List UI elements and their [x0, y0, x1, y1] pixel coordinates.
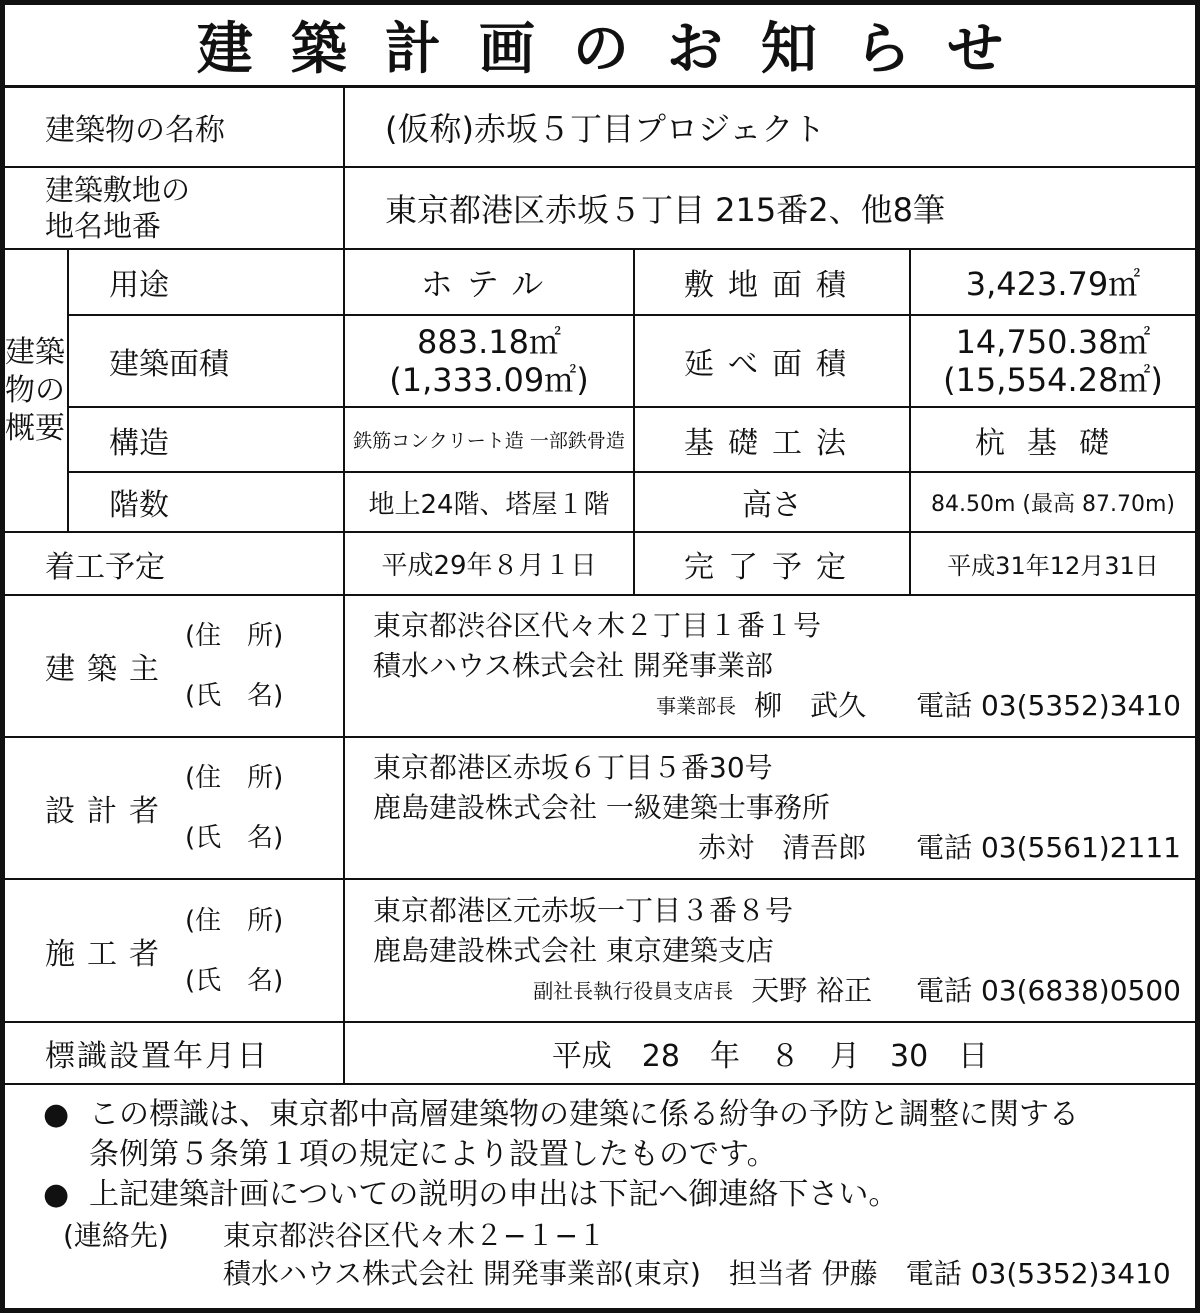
building-name-label-text: 建築物の名称: [45, 113, 225, 148]
total-floor-area-main: 14,750.38㎡: [955, 323, 1151, 361]
owner-person-row: [373, 686, 1181, 726]
site-area-label: 敷地面積: [635, 250, 911, 316]
info-table: [5, 88, 1195, 1085]
site-value: 東京都港区赤坂５丁目 215番2、他8筆: [345, 168, 1195, 250]
end-label: 完了予定: [635, 533, 911, 596]
designer-person: 赤対 清吾郎: [698, 831, 867, 864]
contractor-company: 鹿島建設株式会社 東京建築支店: [373, 933, 774, 967]
site-label: [5, 168, 345, 250]
building-name-label: [5, 88, 345, 168]
owner-person: 柳 武久: [754, 689, 867, 722]
contractor-person: 天野 裕正: [751, 973, 873, 1007]
designer-phone: 電話 03(5561)2111: [916, 831, 1181, 864]
contractor-label-cell: [5, 880, 345, 1023]
contractor-phone: 電話 03(6838)0500: [916, 973, 1181, 1007]
total-floor-area-value: [911, 316, 1195, 408]
designer-name-tag: (氏 名): [185, 823, 284, 853]
foundation-value: 杭基礎: [911, 408, 1195, 473]
contact-line1: [43, 1217, 1175, 1255]
floors-label: [69, 473, 345, 533]
designer-address: 東京都港区赤坂６丁目５番30号: [373, 751, 773, 784]
height-label: 高さ: [635, 473, 911, 533]
overview-side-label: 建築物の概要: [5, 250, 69, 533]
structure-label: [69, 408, 345, 473]
building-area-sub: (1,333.09㎡): [389, 361, 589, 399]
owner-company: 積水ハウス株式会社 開発事業部: [373, 649, 774, 682]
use-label: [69, 250, 345, 316]
structure-label-text: 構造: [109, 425, 169, 461]
designer-addr-tag: (住 所): [185, 763, 284, 793]
structure-value: 鉄筋コンクリート造 一部鉄骨造: [345, 408, 635, 473]
building-name-value: (仮称)赤坂５丁目プロジェクト: [345, 88, 1195, 168]
bullet-icon: ●: [43, 1097, 70, 1132]
height-value: 84.50m (最高 87.70m): [911, 473, 1195, 533]
note-1-line2: 条例第５条第１項の規定により設置したものです。: [89, 1137, 777, 1172]
designer-company: 鹿島建設株式会社 一級建築士事務所: [373, 791, 830, 824]
total-floor-area-sub: (15,554.28㎡): [943, 361, 1163, 399]
designer-label: 設計者: [45, 794, 171, 829]
contact-tag: (連絡先): [63, 1219, 169, 1252]
contractor-name-tag: (氏 名): [185, 965, 284, 996]
use-label-text: 用途: [109, 268, 169, 303]
notice-title: 建築計画のお知らせ: [5, 5, 1195, 88]
designer-detail: [345, 738, 1195, 880]
designer-tags: [185, 748, 283, 868]
owner-address: 東京都渋谷区代々木２丁目１番１号: [373, 609, 822, 642]
contact-block: [43, 1217, 1175, 1293]
note-2-text: 上記建築計画についての説明の申出は下記へ御連絡下さい。: [89, 1177, 899, 1212]
site-label-line2: 地名地番: [45, 209, 162, 243]
site-area-value: 3,423.79㎡: [911, 250, 1195, 316]
owner-label: 建築主: [45, 652, 171, 687]
note-1: [43, 1095, 1175, 1135]
total-floor-area-label: 延べ面積: [635, 316, 911, 408]
contact-address: 東京都渋谷区代々木２−１−１: [223, 1219, 606, 1252]
floors-value: 地上24階、塔屋１階: [345, 473, 635, 533]
building-area-label: [69, 316, 345, 408]
start-label-text: 着工予定: [45, 549, 165, 585]
owner-name-tag: (氏 名): [185, 681, 284, 711]
designer-person-row: [373, 828, 1181, 868]
site-label-line1: 建築敷地の: [45, 173, 191, 207]
posted-value: 平成 28 年 ８ 月 30 日: [345, 1023, 1195, 1085]
owner-addr-tag: (住 所): [185, 621, 284, 651]
owner-person-title: 事業部長: [656, 694, 737, 718]
contractor-person-title: 副社長執行役員支店長: [533, 978, 734, 1003]
contractor-label: 施工者: [45, 936, 171, 972]
contractor-address: 東京都港区元赤坂一丁目３番８号: [373, 893, 794, 927]
start-label: [5, 533, 345, 596]
floors-label-text: 階数: [109, 488, 169, 523]
contractor-tags: [185, 891, 283, 1011]
contractor-person-row: [373, 971, 1181, 1011]
bullet-icon: ●: [43, 1177, 70, 1212]
start-value: 平成29年８月１日: [345, 533, 635, 596]
building-area-value: [345, 316, 635, 408]
use-value: ホテル: [345, 250, 635, 316]
end-value: 平成31年12月31日: [911, 533, 1195, 596]
notes-section: [5, 1085, 1195, 1308]
note-2: [43, 1175, 1175, 1215]
owner-detail: [345, 596, 1195, 738]
foundation-label: 基礎工法: [635, 408, 911, 473]
owner-tags: [185, 606, 283, 726]
designer-label-cell: [5, 738, 345, 880]
contact-company: 積水ハウス株式会社 開発事業部(東京) 担当者 伊藤 電話 03(5352)3410: [223, 1257, 1171, 1290]
building-area-label-text: 建築面積: [109, 347, 229, 382]
owner-label-cell: [5, 596, 345, 738]
contractor-addr-tag: (住 所): [185, 905, 284, 936]
posted-label: 標識設置年月日: [5, 1023, 345, 1085]
note-1-line1: この標識は、東京都中高層建築物の建築に係る紛争の予防と調整に関する: [89, 1097, 1079, 1132]
owner-phone: 電話 03(5352)3410: [916, 689, 1181, 722]
contractor-detail: [345, 880, 1195, 1023]
building-area-main: 883.18㎡: [417, 323, 561, 361]
